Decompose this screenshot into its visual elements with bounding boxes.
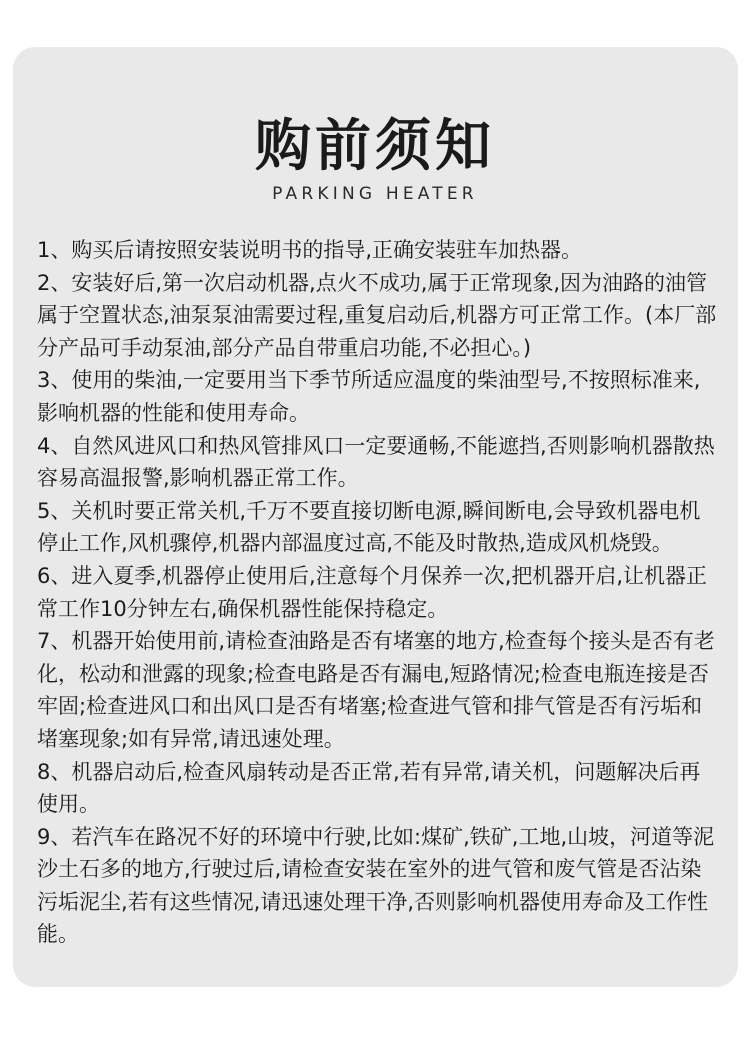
notice-item-3: 3、使用的柴油,一定要用当下季节所适应温度的柴油型号,不按照标准来,影响机器的性能和使用寿命。 [37,368,701,425]
notice-item-7: 7、机器开始使用前,请检查油路是否有堵塞的地方,检查每个接头是否有老化，松动和泄露的现象;检查电路是否有漏电,短路情况;检查电瓶连接是否牢固;检查进风口和出风口是否有堵塞;检查进气管和排气管是否有污垢和堵塞现象;如有异常,请迅速处理。 [37,629,715,751]
notice-item-9: 9、若汽车在路况不好的环境中行驶,比如:煤矿,铁矿,工地,山坡，河道等泥沙土石多的地方,行驶过后,请检查安装在室外的进气管和废气管是否沾染污垢泥尘,若有这些情况,请迅速处理干净,否则影响机器使用寿命及工作性能。 [37,824,715,947]
notice-item-5: 5、关机时要正常关机,千万不要直接切断电源,瞬间断电,会导致机器电机停止工作,风机骤停,机器内部温度过高,不能及时散热,造成风机烧毁。 [37,498,701,556]
notice-item-6: 6、进入夏季,机器停止使用后,注意每个月保养一次,把机器开启,让机器正常工作10分钟左右,确保机器性能保持稳定。 [37,563,708,621]
notice-item-4: 4、自然风进风口和热风管排风口一定要通畅,不能遮挡,否则影响机器散热容易高温报警,影响机器正常工作。 [37,433,715,491]
notice-item-8: 8、机器启动后,检查风扇转动是否正常,若有异常,请关机，问题解决后再使用。 [37,759,701,817]
page-subtitle: PARKING HEATER [272,184,478,204]
notice-list [37,234,717,951]
page-title: 购前须知 [255,114,495,179]
notice-item-1: 1、购买后请按照安装说明书的指导,正确安装驻车加热器。 [37,238,583,262]
notice-item-2: 2、安装好后,第一次启动机器,点火不成功,属于正常现象,因为油路的油管属于空置状态,油泵泵油需要过程,重复启动后,机器方可正常工作。(本厂部分产品可手动泵油,部分产品自带重启功能,不必担心。) [37,270,717,360]
